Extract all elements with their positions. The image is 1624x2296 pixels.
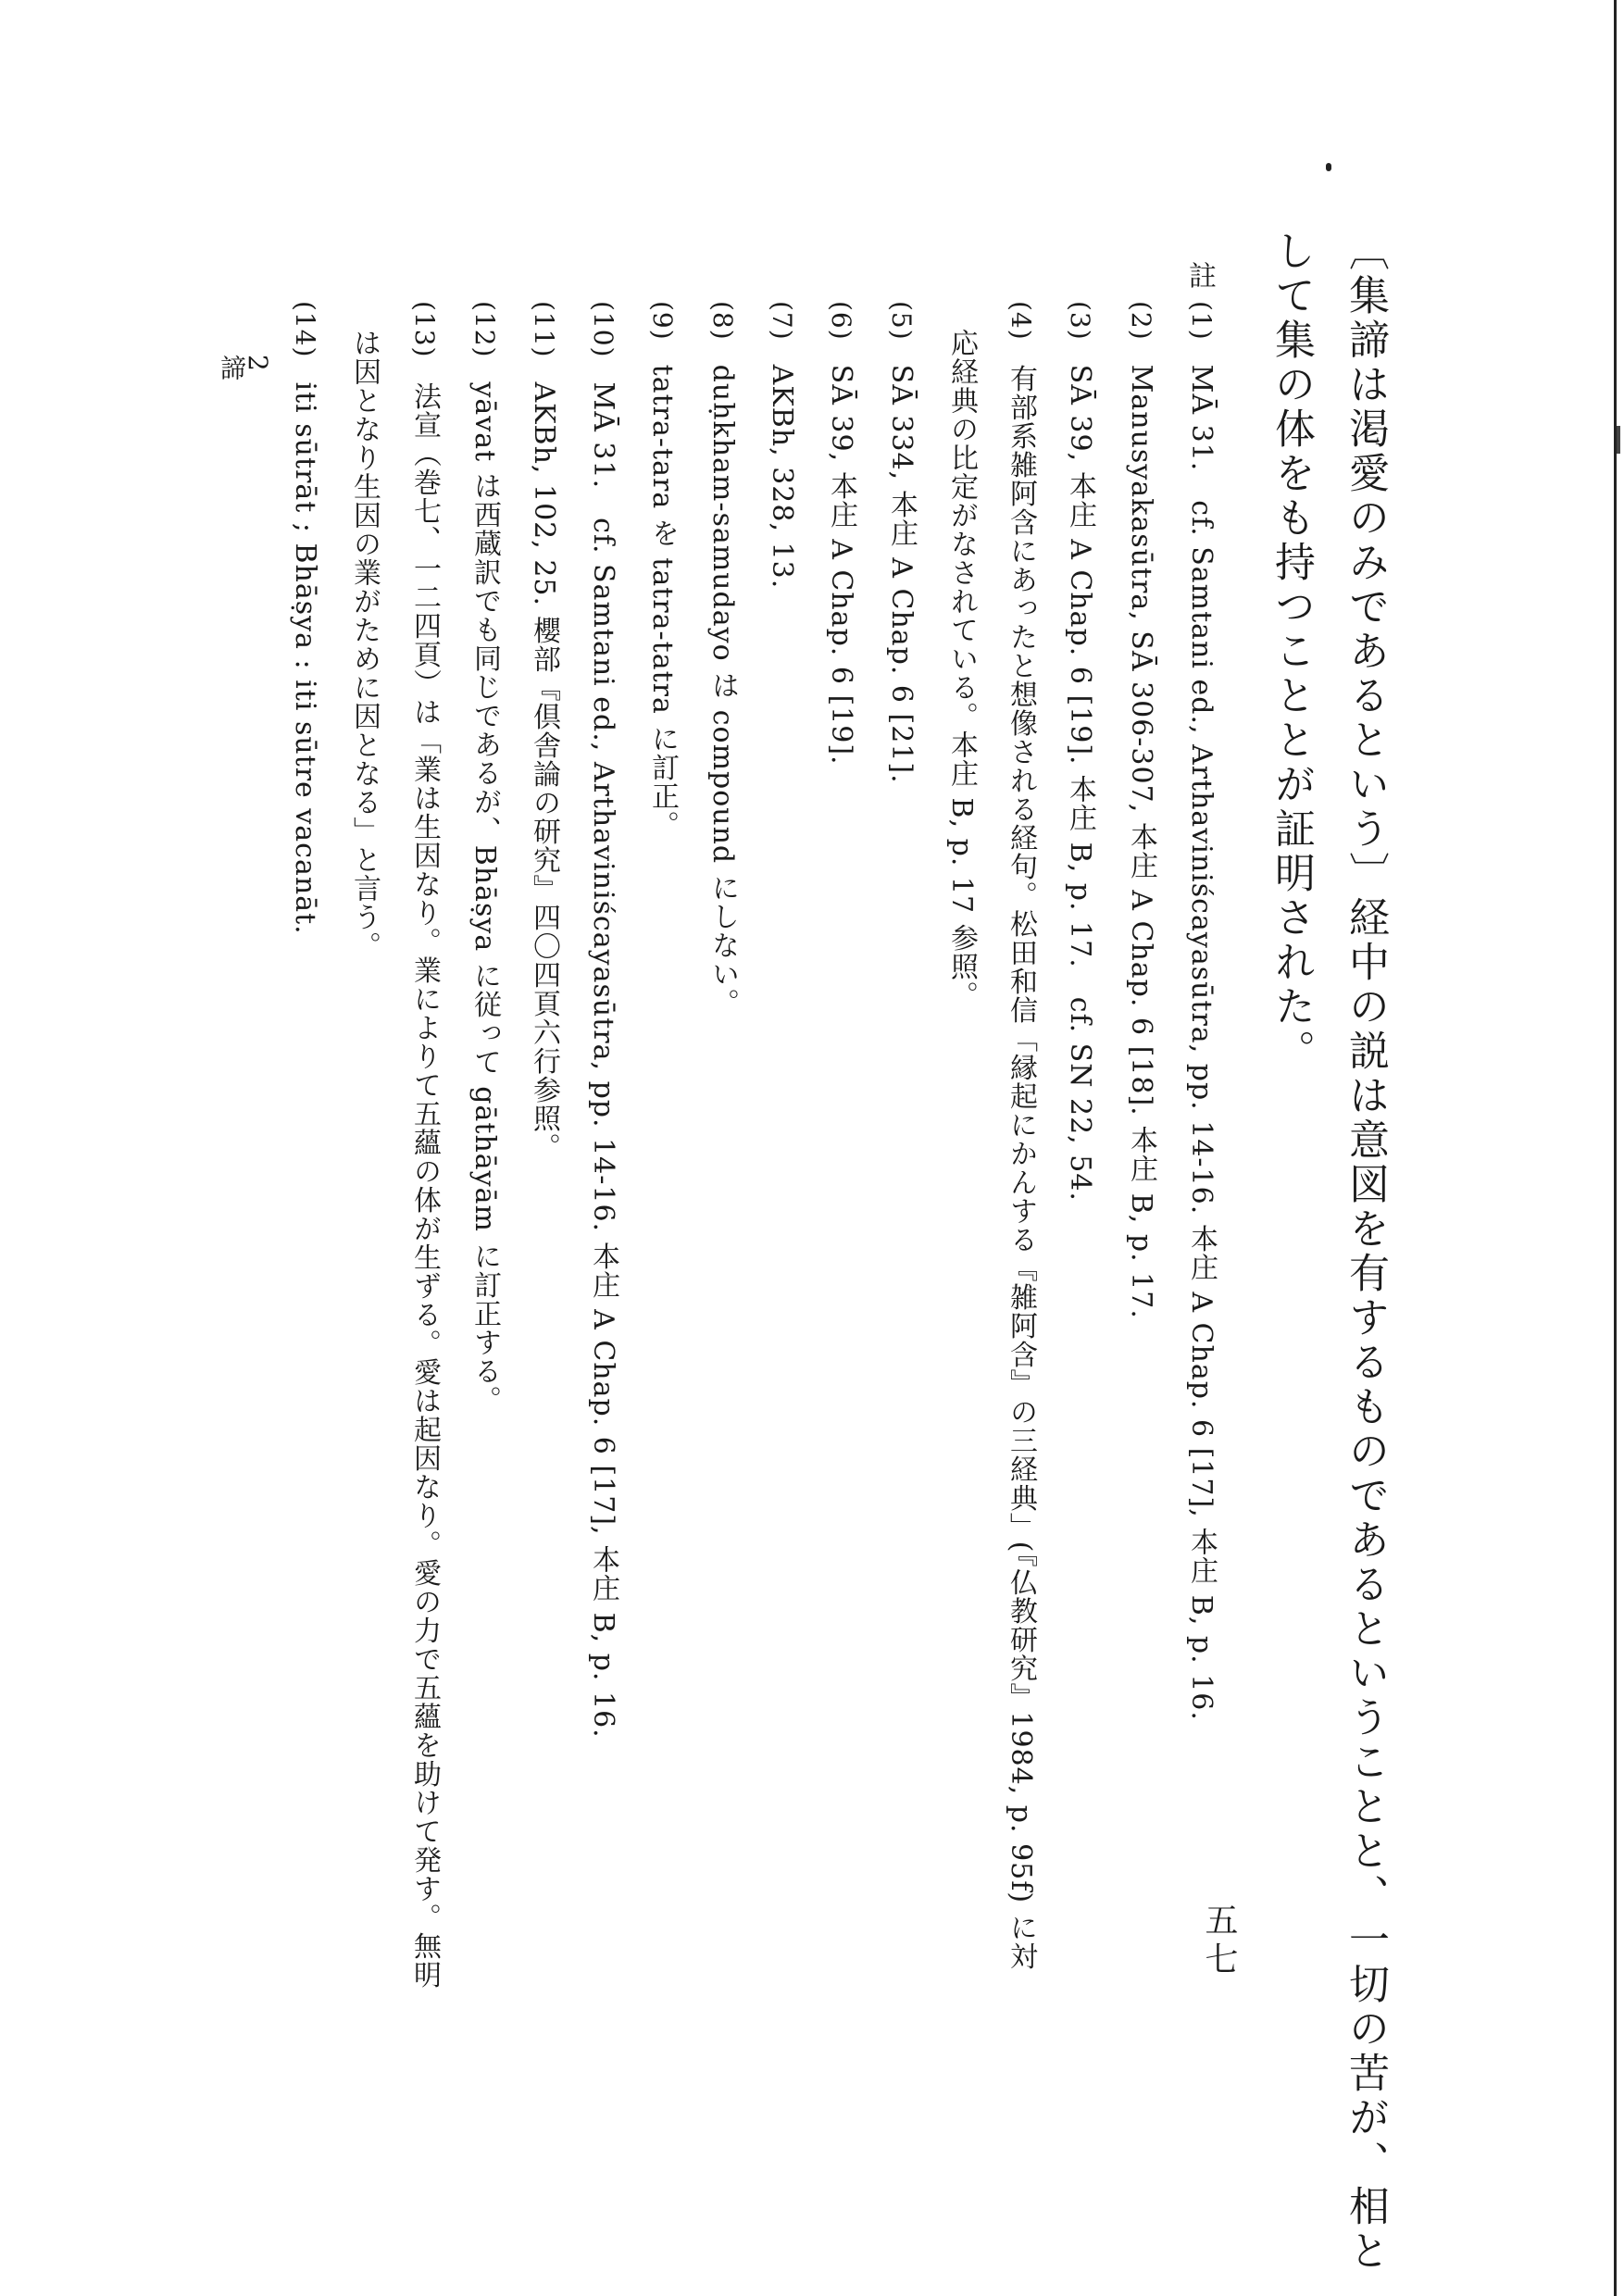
note-number: (9)	[647, 301, 678, 341]
note-number: (12)	[469, 301, 500, 358]
body-text-line-2: して集の体をも持つこととが証明された。	[1268, 230, 1315, 1074]
notes-label: 註	[1183, 261, 1216, 290]
note-3	[1064, 301, 1096, 1202]
note-text: Manusyakasūtra, SĀ 306-307, 本庄 A Chap. 6 [18]. 本庄 B, p. 17.	[1125, 364, 1157, 1319]
note-13	[408, 301, 441, 1990]
note-number: (1)	[1186, 301, 1217, 341]
note-number: (4)	[1006, 301, 1036, 341]
note-4-continuation: 応経典の比定がなされている。本庄 B, p. 17 参照。	[945, 329, 978, 1010]
note-11	[528, 301, 560, 1162]
body-text-line-1: 〔集諦は渇愛のみであるという〕経中の説は意図を有するものであるということと、一切の苦が、相と	[1342, 230, 1389, 2274]
page-edge-mark	[1617, 426, 1620, 454]
note-2	[1127, 301, 1155, 1319]
note-7	[766, 301, 798, 590]
note-number: (11)	[529, 301, 559, 358]
note-number: (14)	[290, 301, 320, 358]
note-text: 有部系雑阿含にあったと想像される経句。松田和信「縁起にかんする『雑阿含』の三経典」(『仏教研究』1984, p. 95f) に対	[1005, 364, 1037, 1971]
note-13-continuation: は因となり生因の業がために因となる」と言う。	[348, 329, 381, 960]
note-number: (2)	[1126, 301, 1156, 341]
note-text: SĀ 39, 本庄 A Chap. 6 [19].	[825, 364, 857, 766]
note-text: AKBh, 102, 25. 櫻部『倶舎論の研究』四〇四頁六行参照。	[528, 381, 560, 1162]
note-9	[646, 301, 679, 840]
note-text: SĀ 39, 本庄 A Chap. 6 [19]. 本庄 B, p. 17. cf. SN 22, 54.	[1064, 364, 1096, 1202]
page-number: 五七	[1200, 1903, 1238, 1980]
note-number: (5)	[886, 301, 917, 341]
note-text: tatra-tara を tatra-tatra に訂正。	[646, 364, 679, 840]
note-4	[1005, 301, 1037, 1971]
note-1	[1185, 301, 1218, 1721]
note-text: MĀ 31. cf. Samtani ed., Arthaviniścayasūtra, pp. 14-16. 本庄 A Chap. 6 [17], 本庄 B, p. 16.	[1185, 364, 1218, 1721]
note-number: (6)	[826, 301, 856, 341]
page-edge-line	[1614, 0, 1617, 2296]
ink-dot	[1326, 163, 1331, 171]
running-head-title: 諦	[217, 355, 247, 381]
note-10	[589, 301, 617, 1739]
note-number: (10)	[588, 301, 618, 358]
running-head-number: 2	[243, 355, 273, 371]
note-text: duḥkham-samudayo は compound にしない。	[706, 364, 739, 1017]
note-text: 法宣（巻七、一二四頁）は「業は生因なり。業によりて五蘊の体が生ずる。愛は起因なり。愛の力で五蘊を助けて発す。無明	[408, 381, 441, 1990]
note-text: AKBh, 328, 13.	[766, 364, 798, 590]
note-14	[291, 301, 319, 935]
note-6	[827, 301, 855, 766]
note-number: (7)	[767, 301, 797, 341]
running-head	[217, 355, 273, 393]
note-text: iti sūtrāt ; Bhāṣya : iti sūtre vacanāt.	[289, 381, 321, 935]
note-number: (13)	[409, 301, 440, 358]
note-8	[706, 301, 739, 1017]
note-number: (8)	[707, 301, 738, 341]
note-5	[885, 301, 918, 784]
note-text: SĀ 334, 本庄 A Chap. 6 [21].	[885, 364, 918, 784]
note-text: MĀ 31. cf. Samtani ed., Arthaviniścayasūtra, pp. 14-16. 本庄 A Chap. 6 [17], 本庄 B, p. 16.	[587, 381, 619, 1739]
note-number: (3)	[1065, 301, 1095, 341]
note-text: yāvat は西蔵訳でも同じであるが、Bhāṣya に従って gāthāyām に訂正する。	[468, 381, 501, 1415]
note-12	[468, 301, 501, 1415]
